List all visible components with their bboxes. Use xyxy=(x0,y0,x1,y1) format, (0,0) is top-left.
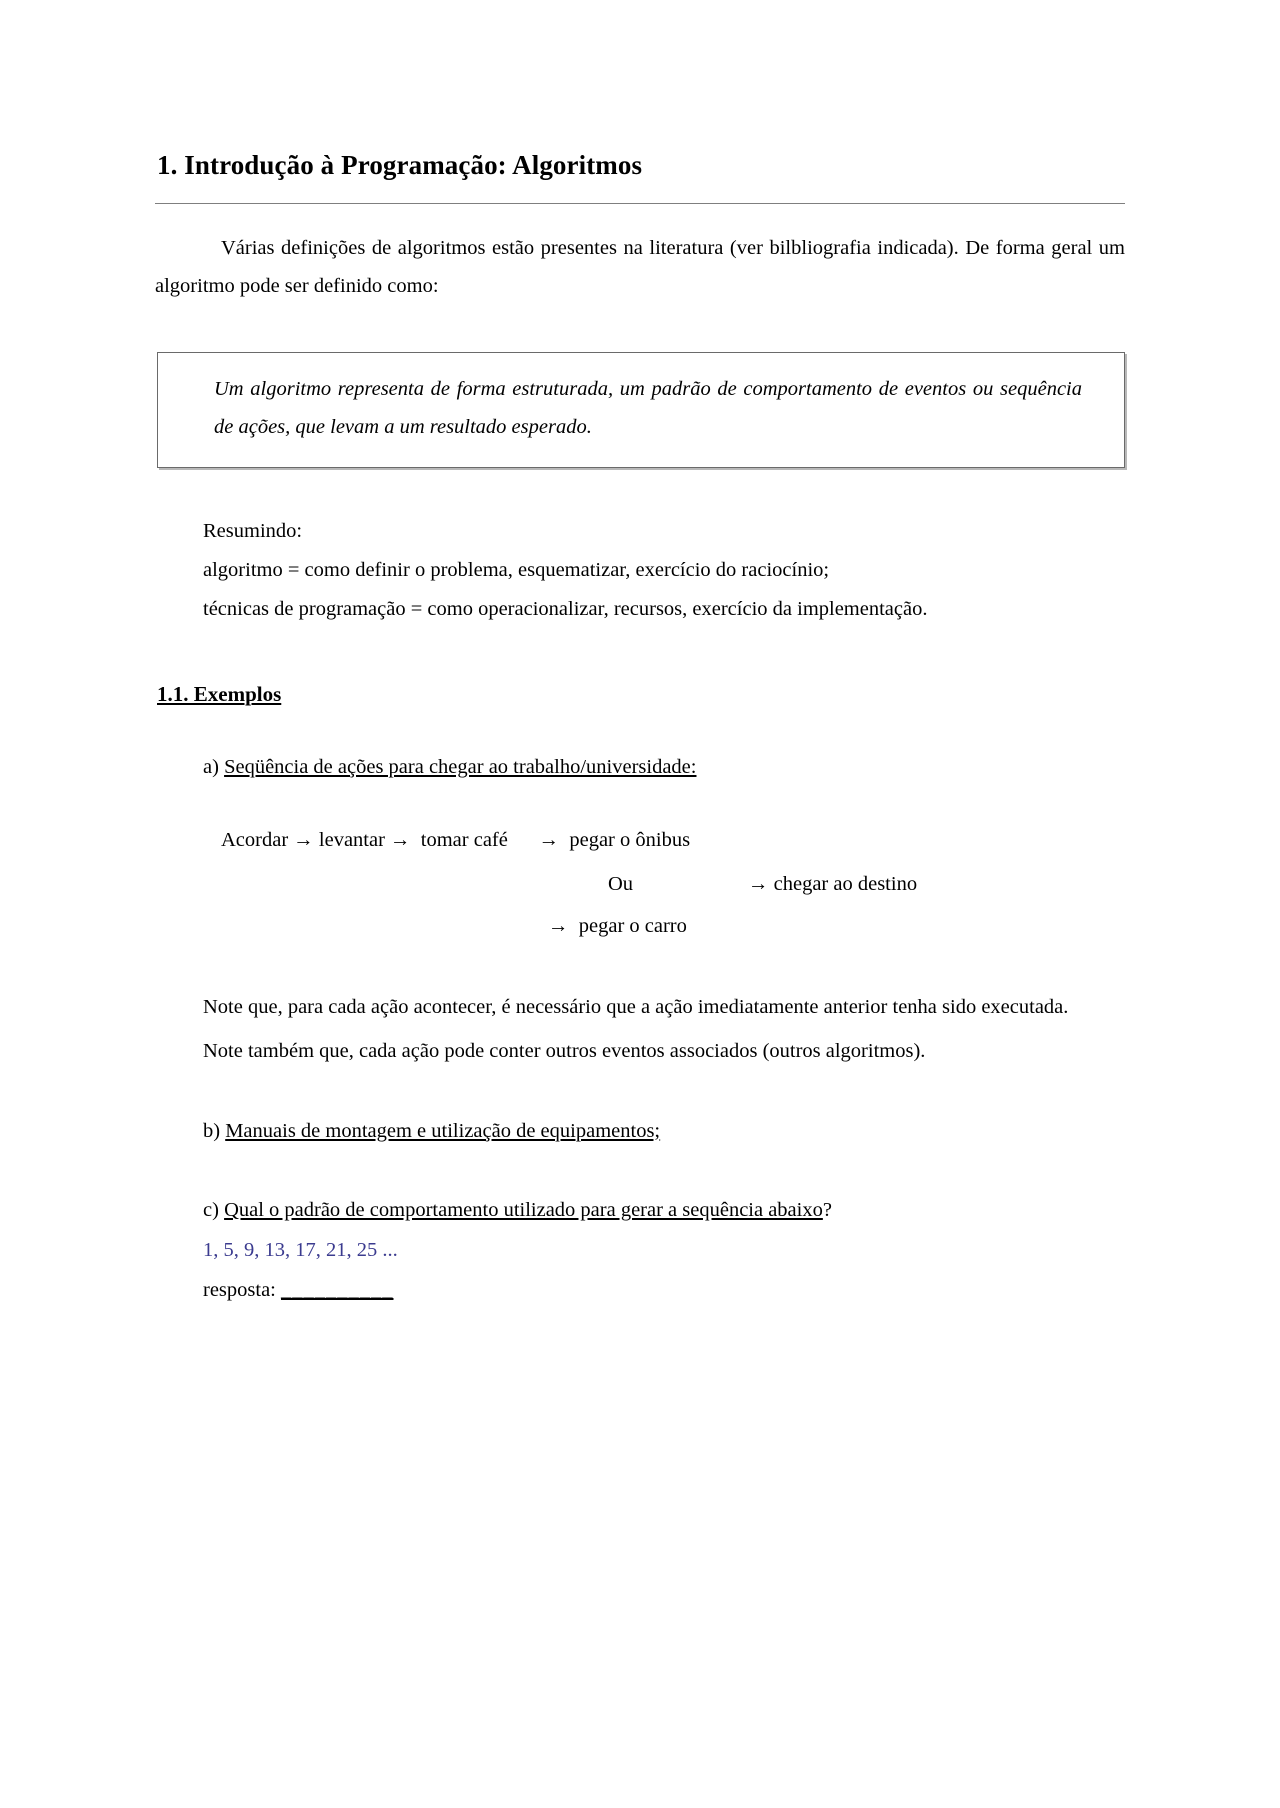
intro-paragraph: Várias definições de algoritmos estão presentes na literatura (ver bilbliografia indicada). De forma geral um algoritmo pode ser definido como: xyxy=(155,237,1125,297)
page-title: 1. Introdução à Programação: Algoritmos xyxy=(157,150,643,180)
flow-row-1: Acordar → levantar → tomar café → pegar o ônibus xyxy=(221,828,691,851)
example-item-b xyxy=(203,1113,1125,1151)
summary-heading: Resumindo: xyxy=(203,519,303,542)
title-divider xyxy=(155,203,1125,204)
note-paragraph-2: Note também que, cada ação pode conter outros eventos associados (outros algoritmos). xyxy=(203,1039,926,1062)
example-c-answer xyxy=(203,1272,1125,1310)
example-a-text: Seqüência de ações para chegar ao trabalho/universidade: xyxy=(224,755,697,778)
summary-line-algoritmo: algoritmo = como definir o problema, esquematizar, exercício do raciocínio; xyxy=(203,559,830,582)
definition-text: Um algoritmo representa de forma estruturada, um padrão de comportamento de eventos ou sequência de ações, que levam a um resultado esperado. xyxy=(214,377,1082,438)
example-c-sequence: 1, 5, 9, 13, 17, 21, 25 ... xyxy=(203,1239,398,1262)
example-b-marker: b) xyxy=(203,1119,226,1142)
example-b-text: Manuais de montagem e utilização de equipamentos; xyxy=(225,1119,661,1142)
example-item-a xyxy=(203,749,1125,787)
flow-row-3-destino: → chegar ao destino xyxy=(748,872,918,895)
document-content xyxy=(155,150,1125,1310)
examples-list xyxy=(155,749,1125,1310)
section-heading-exemplos: 1.1. Exemplos xyxy=(157,681,282,706)
flow-diagram xyxy=(203,821,1125,961)
answer-blank: __________ xyxy=(281,1279,394,1302)
example-a-marker: a) xyxy=(203,755,225,778)
answer-label: resposta: xyxy=(203,1279,281,1302)
example-item-c xyxy=(203,1192,1125,1230)
flow-row-2-ou: Ou xyxy=(608,872,634,895)
example-c-text: Qual o padrão de comportamento utilizado para gerar a sequência abaixo xyxy=(224,1199,823,1222)
example-c-marker: c) xyxy=(203,1199,225,1222)
note-paragraph-1: Note que, para cada ação acontecer, é necessário que a ação imediatamente anterior tenha sido executada. xyxy=(203,995,1069,1018)
example-c-suffix: ? xyxy=(822,1199,832,1222)
summary-line-tecnicas: técnicas de programação = como operacionalizar, recursos, exercício da implementação. xyxy=(203,598,928,621)
flow-row-4-carro: → pegar o carro xyxy=(548,914,687,937)
definition-box xyxy=(157,352,1125,468)
summary-block xyxy=(155,512,1125,630)
